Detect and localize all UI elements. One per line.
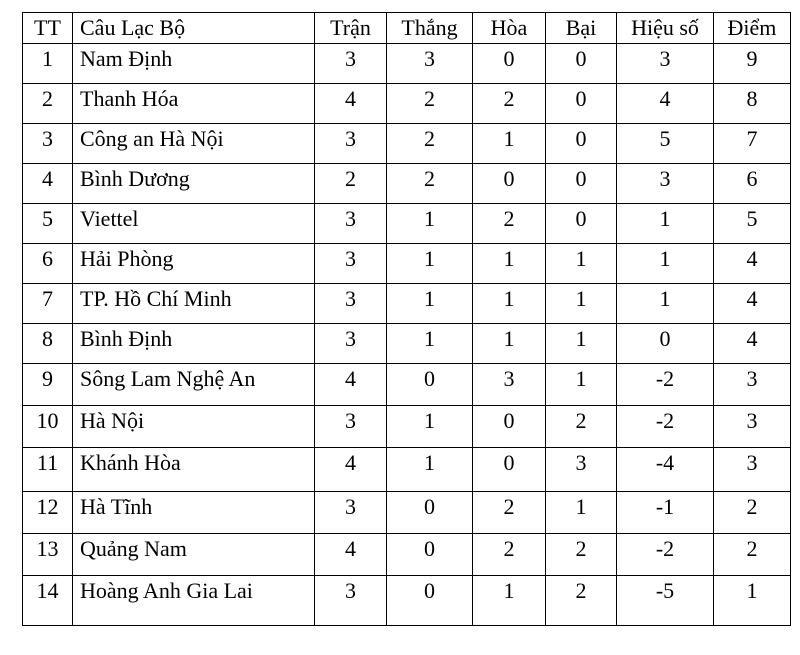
cell-won: 1	[387, 284, 473, 324]
cell-goal-difference: 1	[617, 244, 714, 284]
table-row	[23, 84, 791, 124]
cell-rank: 10	[23, 406, 73, 448]
cell-club: Hoàng Anh Gia Lai	[73, 576, 315, 626]
cell-drawn: 0	[473, 406, 546, 448]
cell-club: Viettel	[73, 204, 315, 244]
cell-drawn: 0	[473, 44, 546, 84]
cell-goal-difference: -1	[617, 492, 714, 534]
cell-drawn: 1	[473, 324, 546, 364]
cell-goal-difference: 0	[617, 324, 714, 364]
cell-club: Khánh Hòa	[73, 448, 315, 492]
cell-points: 2	[714, 492, 791, 534]
cell-rank: 13	[23, 534, 73, 576]
cell-points: 4	[714, 324, 791, 364]
cell-goal-difference: -2	[617, 534, 714, 576]
header-played: Trận	[315, 13, 387, 44]
cell-drawn: 2	[473, 204, 546, 244]
cell-drawn: 1	[473, 576, 546, 626]
cell-lost: 1	[546, 244, 617, 284]
table-row	[23, 406, 791, 448]
cell-won: 1	[387, 448, 473, 492]
cell-club: Công an Hà Nội	[73, 124, 315, 164]
cell-drawn: 2	[473, 492, 546, 534]
cell-played: 3	[315, 44, 387, 84]
cell-club: Hà Nội	[73, 406, 315, 448]
cell-lost: 2	[546, 406, 617, 448]
cell-goal-difference: -5	[617, 576, 714, 626]
cell-played: 4	[315, 84, 387, 124]
table-row	[23, 44, 791, 84]
cell-rank: 2	[23, 84, 73, 124]
header-won: Thắng	[387, 13, 473, 44]
table-row	[23, 284, 791, 324]
cell-won: 1	[387, 204, 473, 244]
cell-rank: 1	[23, 44, 73, 84]
cell-played: 3	[315, 204, 387, 244]
cell-rank: 3	[23, 124, 73, 164]
cell-rank: 7	[23, 284, 73, 324]
cell-points: 4	[714, 244, 791, 284]
cell-won: 1	[387, 244, 473, 284]
cell-rank: 8	[23, 324, 73, 364]
cell-club: Hải Phòng	[73, 244, 315, 284]
cell-goal-difference: 1	[617, 284, 714, 324]
cell-played: 3	[315, 492, 387, 534]
cell-rank: 4	[23, 164, 73, 204]
cell-lost: 1	[546, 324, 617, 364]
cell-club: Quảng Nam	[73, 534, 315, 576]
cell-drawn: 1	[473, 124, 546, 164]
cell-goal-difference: 4	[617, 84, 714, 124]
standings-table	[22, 12, 791, 626]
cell-played: 3	[315, 244, 387, 284]
cell-lost: 0	[546, 124, 617, 164]
cell-points: 1	[714, 576, 791, 626]
table-row	[23, 124, 791, 164]
cell-won: 2	[387, 84, 473, 124]
cell-lost: 0	[546, 204, 617, 244]
cell-played: 4	[315, 448, 387, 492]
cell-goal-difference: 3	[617, 44, 714, 84]
header-drawn: Hòa	[473, 13, 546, 44]
cell-club: Nam Định	[73, 44, 315, 84]
cell-lost: 2	[546, 576, 617, 626]
cell-points: 5	[714, 204, 791, 244]
cell-won: 0	[387, 492, 473, 534]
cell-lost: 0	[546, 84, 617, 124]
cell-club: Thanh Hóa	[73, 84, 315, 124]
cell-played: 3	[315, 576, 387, 626]
cell-goal-difference: 1	[617, 204, 714, 244]
cell-played: 3	[315, 406, 387, 448]
cell-rank: 6	[23, 244, 73, 284]
cell-lost: 1	[546, 284, 617, 324]
cell-drawn: 3	[473, 364, 546, 406]
header-lost: Bại	[546, 13, 617, 44]
cell-won: 0	[387, 576, 473, 626]
cell-drawn: 0	[473, 164, 546, 204]
cell-rank: 11	[23, 448, 73, 492]
table-row	[23, 324, 791, 364]
header-goal-difference: Hiệu số	[617, 13, 714, 44]
header-rank: TT	[23, 13, 73, 44]
cell-won: 2	[387, 124, 473, 164]
cell-rank: 12	[23, 492, 73, 534]
table-row	[23, 492, 791, 534]
cell-goal-difference: -4	[617, 448, 714, 492]
table-row	[23, 164, 791, 204]
cell-won: 0	[387, 364, 473, 406]
standings-body	[23, 44, 791, 626]
cell-goal-difference: 3	[617, 164, 714, 204]
cell-lost: 1	[546, 492, 617, 534]
header-row	[23, 13, 791, 44]
cell-won: 0	[387, 534, 473, 576]
table-row	[23, 534, 791, 576]
cell-won: 1	[387, 406, 473, 448]
cell-drawn: 2	[473, 534, 546, 576]
cell-club: Sông Lam Nghệ An	[73, 364, 315, 406]
cell-played: 4	[315, 534, 387, 576]
table-row	[23, 244, 791, 284]
cell-won: 3	[387, 44, 473, 84]
cell-club: Bình Định	[73, 324, 315, 364]
cell-drawn: 0	[473, 448, 546, 492]
cell-points: 3	[714, 364, 791, 406]
cell-lost: 1	[546, 364, 617, 406]
cell-goal-difference: -2	[617, 406, 714, 448]
cell-club: Bình Dương	[73, 164, 315, 204]
cell-club: Hà Tĩnh	[73, 492, 315, 534]
table-row	[23, 448, 791, 492]
cell-points: 6	[714, 164, 791, 204]
cell-drawn: 2	[473, 84, 546, 124]
table-row	[23, 576, 791, 626]
cell-lost: 3	[546, 448, 617, 492]
cell-points: 7	[714, 124, 791, 164]
cell-won: 2	[387, 164, 473, 204]
cell-points: 3	[714, 406, 791, 448]
cell-played: 2	[315, 164, 387, 204]
cell-goal-difference: 5	[617, 124, 714, 164]
header-club: Câu Lạc Bộ	[73, 13, 315, 44]
cell-points: 2	[714, 534, 791, 576]
cell-points: 9	[714, 44, 791, 84]
cell-points: 8	[714, 84, 791, 124]
cell-points: 3	[714, 448, 791, 492]
cell-played: 3	[315, 324, 387, 364]
table-row	[23, 204, 791, 244]
cell-points: 4	[714, 284, 791, 324]
cell-lost: 0	[546, 44, 617, 84]
cell-drawn: 1	[473, 284, 546, 324]
cell-played: 3	[315, 124, 387, 164]
cell-rank: 14	[23, 576, 73, 626]
cell-goal-difference: -2	[617, 364, 714, 406]
cell-rank: 9	[23, 364, 73, 406]
cell-lost: 2	[546, 534, 617, 576]
cell-drawn: 1	[473, 244, 546, 284]
table-row	[23, 364, 791, 406]
cell-rank: 5	[23, 204, 73, 244]
cell-lost: 0	[546, 164, 617, 204]
header-points: Điểm	[714, 13, 791, 44]
cell-won: 1	[387, 324, 473, 364]
cell-played: 4	[315, 364, 387, 406]
cell-played: 3	[315, 284, 387, 324]
cell-club: TP. Hồ Chí Minh	[73, 284, 315, 324]
